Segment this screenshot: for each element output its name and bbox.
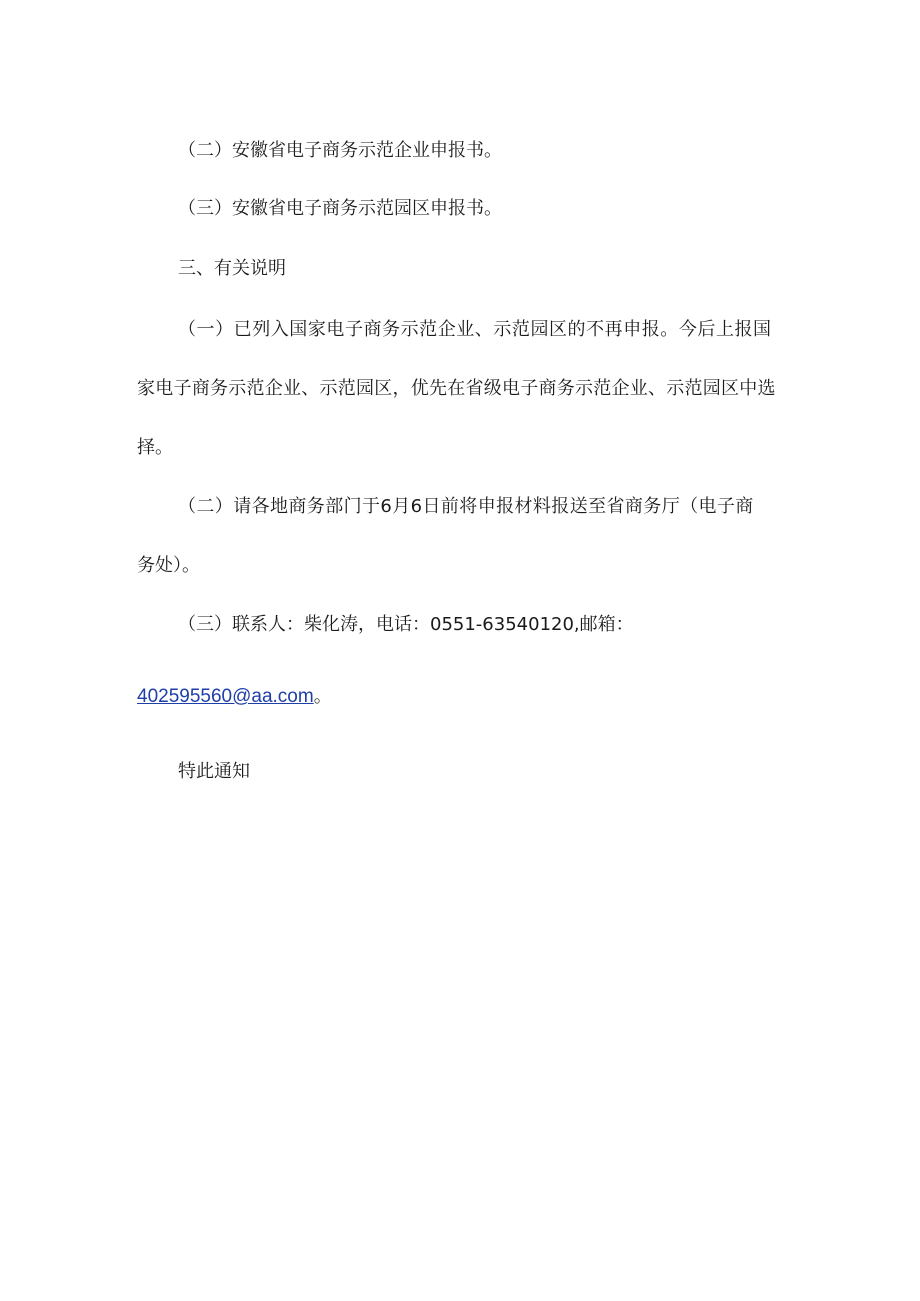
paragraph-line: （二）请各地商务部门于6月6日前将申报材料报送至省商务厅（电子商 bbox=[178, 496, 754, 517]
paragraph-line: （一）已列入国家电子商务示范企业、示范园区的不再申报。今后上报国 bbox=[178, 319, 772, 340]
email-line bbox=[137, 685, 332, 709]
closing-text: 特此通知 bbox=[178, 761, 250, 782]
contact-line: （三）联系人：柴化涛，电话：0551-63540120,邮箱： bbox=[178, 614, 634, 635]
email-link[interactable]: 402595560@aa.com bbox=[137, 686, 314, 707]
list-item-application-park: （三）安徽省电子商务示范园区申报书。 bbox=[178, 198, 502, 219]
paragraph-line: 择。 bbox=[137, 437, 173, 458]
paragraph-line: 务处）。 bbox=[137, 555, 200, 576]
section-heading: 三、有关说明 bbox=[178, 258, 286, 279]
list-item-application-enterprise: （二）安徽省电子商务示范企业申报书。 bbox=[178, 140, 502, 161]
paragraph-line: 家电子商务示范企业、示范园区，优先在省级电子商务示范企业、示范园区中选 bbox=[137, 378, 776, 399]
email-suffix: 。 bbox=[313, 686, 332, 707]
